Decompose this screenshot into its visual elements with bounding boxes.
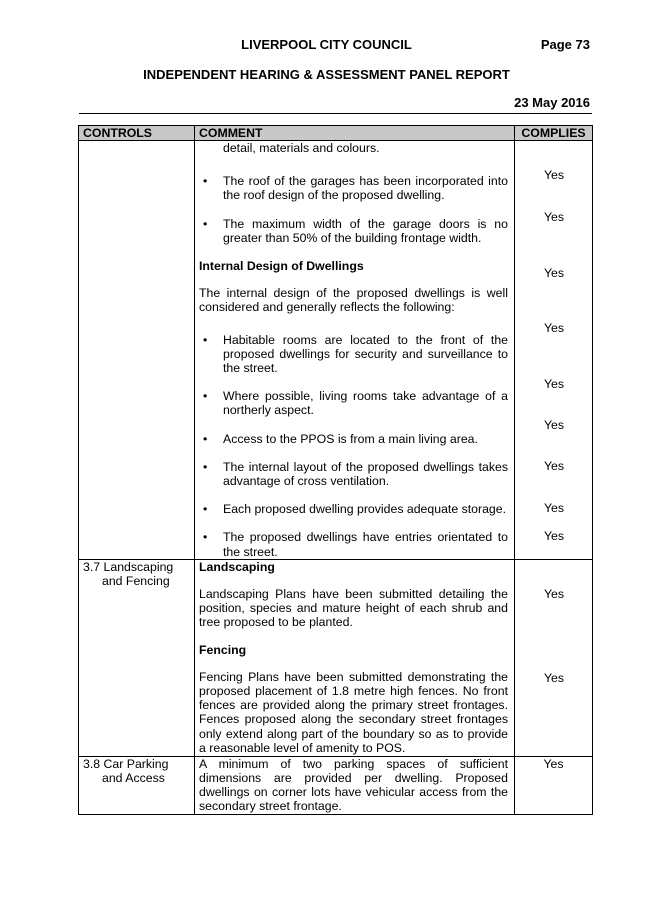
continued-text: detail, materials and colours. [223,141,380,155]
section-heading-landscaping: Landscaping [199,559,275,574]
fencing-text: Fencing Plans have been submitted demonstrating the proposed placement of 1.8 metre high fences. No front fences are provided along the primary street frontages. Fences proposed along the secondary street frontages only extend along part of the boundary so as to provide a reasonable level of amenity to POS. [199,669,508,755]
complies-value: Yes [543,377,565,391]
controls-table [78,125,593,815]
list-item: • The proposed dwellings have entries orientated to the street. [203,530,508,559]
list-item: • Where possible, living rooms take advantage of a northerly aspect. [203,389,508,418]
complies-value: Yes [543,501,565,515]
list-item: • The internal layout of the proposed dwellings takes advantage of cross ventilation. [203,459,508,489]
table-row [79,559,593,756]
column-header-complies: COMPLIES [515,126,593,141]
comment-cell [195,756,515,814]
control-label: and Fencing [102,574,170,589]
list-item: • Access to the PPOS is from a main living area. [203,431,478,446]
complies-value: Yes [543,459,565,473]
list-item: • The roof of the garages has been incorporated into the roof design of the proposed dwelling. [203,174,508,203]
complies-value: Yes [543,670,565,685]
list-item: • Each proposed dwelling provides adequate storage. [203,502,507,517]
complies-value: Yes [543,418,565,432]
table-row [79,756,593,814]
complies-value: Yes [543,529,565,543]
complies-cell [515,756,593,814]
column-header-controls: CONTROLS [79,126,195,141]
car-parking-text: A minimum of two parking spaces of sufficient dimensions are provided per dwelling. Proposed dwellings on corner lots have vehicular access from the secondary street frontage. [199,756,508,814]
internal-intro-text: The internal design of the proposed dwellings is well considered and generally reflects the following: [199,286,508,315]
complies-value: Yes [543,168,565,182]
comment-cell [195,141,515,560]
complies-cell [515,559,593,756]
control-cell [79,559,195,756]
comment-cell [195,559,515,756]
complies-value: Yes [543,756,564,771]
complies-value: Yes [543,210,565,224]
control-cell [79,756,195,814]
landscaping-text: Landscaping Plans have been submitted detailing the position, species and mature height of each shrub and tree proposed to be planted. [199,587,508,630]
control-cell [79,141,195,560]
header-divider [79,113,592,114]
section-heading-fencing: Fencing [199,642,247,657]
column-header-comment: COMMENT [195,126,515,141]
council-name: LIVERPOOL CITY COUNCIL [241,37,412,52]
list-item: • Habitable rooms are located to the front of the proposed dwellings for security and surveillance to the street. [203,332,508,376]
table-row [79,141,593,560]
control-label: and Access [102,771,165,786]
section-heading-internal-design: Internal Design of Dwellings [199,259,364,274]
control-label: 3.7 Landscaping [83,559,174,574]
complies-value: Yes [543,321,565,335]
complies-cell [515,141,593,560]
complies-value: Yes [543,586,565,601]
list-item: • The maximum width of the garage doors is no greater than 50% of the building frontage width. [203,216,508,245]
complies-value: Yes [543,266,565,280]
report-date: 23 May 2016 [514,95,590,110]
control-label: 3.8 Car Parking [83,756,169,771]
table-header-row [79,126,593,141]
page-number: Page 73 [540,37,590,52]
report-title: INDEPENDENT HEARING & ASSESSMENT PANEL REPORT [143,67,510,82]
